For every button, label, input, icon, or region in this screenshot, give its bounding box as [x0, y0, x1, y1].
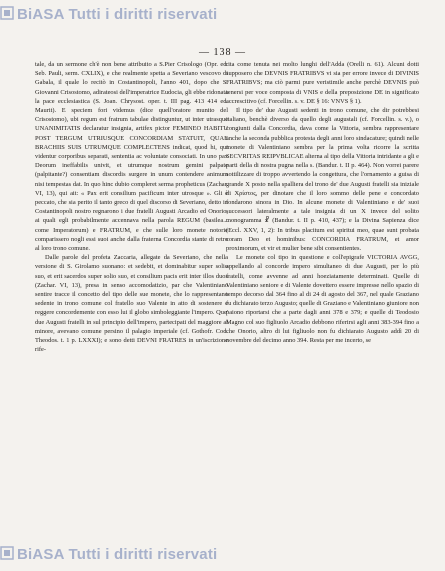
paragraph: Le monete col tipo in questione e coll'epigrafe VICTORIA AVGG, appellando al concorde impero simultaneo di due Augusti, per lo più fratelli, come avvenne ad anni hoeziatamente determinati. Quelle di Valentiniano seniore e di Valente dovettero essere impresse nello spazio di tempo decorso dal 364 fino al di 24 di agosto del 367, nel quale Graziano fu dichiarato terzo Augusto; quelle di Graziano e Valentiniano giuniore non paiono riportarsi che a parte dagli anni 378 e 379; e quelle di Teodosio Magno col suo figliuolo Arcadio debbono riferirsi agli anni 383-394 fino a che Onorio, altro di lui figliuolo non fu dichiarato Augusto addì 20 di novembre del decimo anno 394. Resta per me incerto, se [226, 254, 419, 345]
watermark-bottom: BiASA Tutti i diritti riservati [0, 546, 217, 564]
biasa-logo-icon [0, 546, 14, 564]
right-column [226, 60, 419, 530]
watermark-top: BiASA Tutti i diritti riservati [0, 6, 217, 24]
paragraph: rita come tenuta nei molto lunghi dell'Adda (Orelli n. 61). Alcuni dotti supposero che DEVNIS FRATRIBVS vi sia per errore invece di DIVINIS FRATRIBVS; ma ciò parmi pure veristimile anche perchè DEVNIS può tenersi per voce composta di VNIS e della preposizione DE in significato accrescitivo (cf. Forcellin. s. v. DE § 16: VNVS § 1). [226, 61, 419, 105]
paragraph: tale, da un sermone ch'è non bene attribuito a S.Pier Crisologo (Opr. ed. Seb. Pauli, serm. CXLIX), e che realmente spetta a Severiano vescovo di Gabala, il quale lo recitò in Costantinopoli, l'anno 401, dopo che S. Giovanni Crisostomo, adirateosi dell'imperatrice Eudocia, gli ebbe ridonata la pace ecclesiastica (S. Joan. Chrysost. oper. t. III pag. 413 414 ed. Maurit). E speciem fori videmus (dice quell'oratore munito del Crisostomo), ubi regum est fratrum tabulae distinguntur, ut inter utrasque UNANIMITATIS declaratur insignia, artifex pictor FEMINEO HABITU POST TERGUM UTRIUSQUE CONCORDIAM STATUIT, QUAE BRACHIIS SUIS UTRUMQUE COMPLECTENS indicat, quod hi, qui videntur corporibus separati, sententia ac voluntate consociati. In uno pax Deorum ineffabilis univit, et utrumque nostrum gemini palpate (palpitante?) consentiam discordis surgere in unum contendere animum nisi tempestas dat. In quo hinc dubio compleret serma propheticus (Zachar. VI, 13), qui ait: « Pax erit consilium pacificum inter utrosque ». Gli è peccato, che sia perito il tanto greco di quel discorso di Severiano, detto in Costantinopoli nostro regnarono i due fratelli Augusti Arcadio ed Onorio, ai quali egli probabilmente accennava nella parola REGUM (basilea... come Imperatorum) e FRATRUM, e che sulle loro monete notorie comparissero nogli essi suoi anche dalla fraterna Concordia stante di retro al loro trono comune. [35, 61, 228, 253]
paragraph: Dalle parole del profeta Zaccaria, allegate da Severiano, che nella versione di S. Girolamo suonano: et sedebit, et dominabitur super solio suo, et erit sacerdos super solio suo, et consilium pacis erit inter illos duos (Zachar. VI, 13), presa in senso accomodatizio, par che Valentiniano sentire tracce il concetto del tipo delle sue monete, che lo rappresentano sedente in trono comune col fratello suo Valente in atto di sostenere e reggere concordemente con esso lui il globo simboleggiante l'impero. Que' due Augusti fratelli in sul principio dell'impero, partecipati del maggiore al minore, avevano comune persino il palagio imperiale (cf. Gothofr. Cod. Theodos. t. 1 p. LXXXI); e sono detti DEVNI FRATRES in un'iscrizione rife- [35, 254, 228, 354]
page-number: — 138 — [199, 47, 246, 58]
biasa-logo-icon [0, 6, 14, 24]
paragraph: Il tipo de' due Augusti sedenti in trono comune, che dir potrebbesi italiano, benchè diverso da quello degli augustali (cf. Forcellin. s. v.), o congiunti dalla Concordia, dava come la Vittoria, sembra rappresentare anche la seconda pubblica protesta degli anni loro sindacature; quindi nelle monete di Valentiniano sembra per la prima volta ricorre la scritta SECVRITAS REIPVBLICAE alterna al tipo della Vittoria intridante a gli e parti della di nostra pugna nella s. (Bandur. t. II p. 464). Non vorrei parere sottilizzare di troppo avvertendo la congettura, che l'ornamento a guisa di grande X posto nella spalliera del trono de' due Augusti fratelli sia iniziale di Xρίστος, per dinotare che il loro sommo delle pene e concordato fondarono sinora in Dio. In alcune monete di Valentiniano e de' suoi successori lateralmente a tale insignia di un X invece del solito monogramma ☧ (Bandur. t. II p. 410, 437); e la Divina Sapienza dice (Eccl. XXV, 1, 2): In tribus placitum est spiritui meo, quae sunt probata coram Deo et hominibus: CONCORDIA FRATRUM, et amor proximorum, et vir et mulier bene sibi consentientes. [226, 107, 419, 253]
left-column [35, 60, 228, 530]
